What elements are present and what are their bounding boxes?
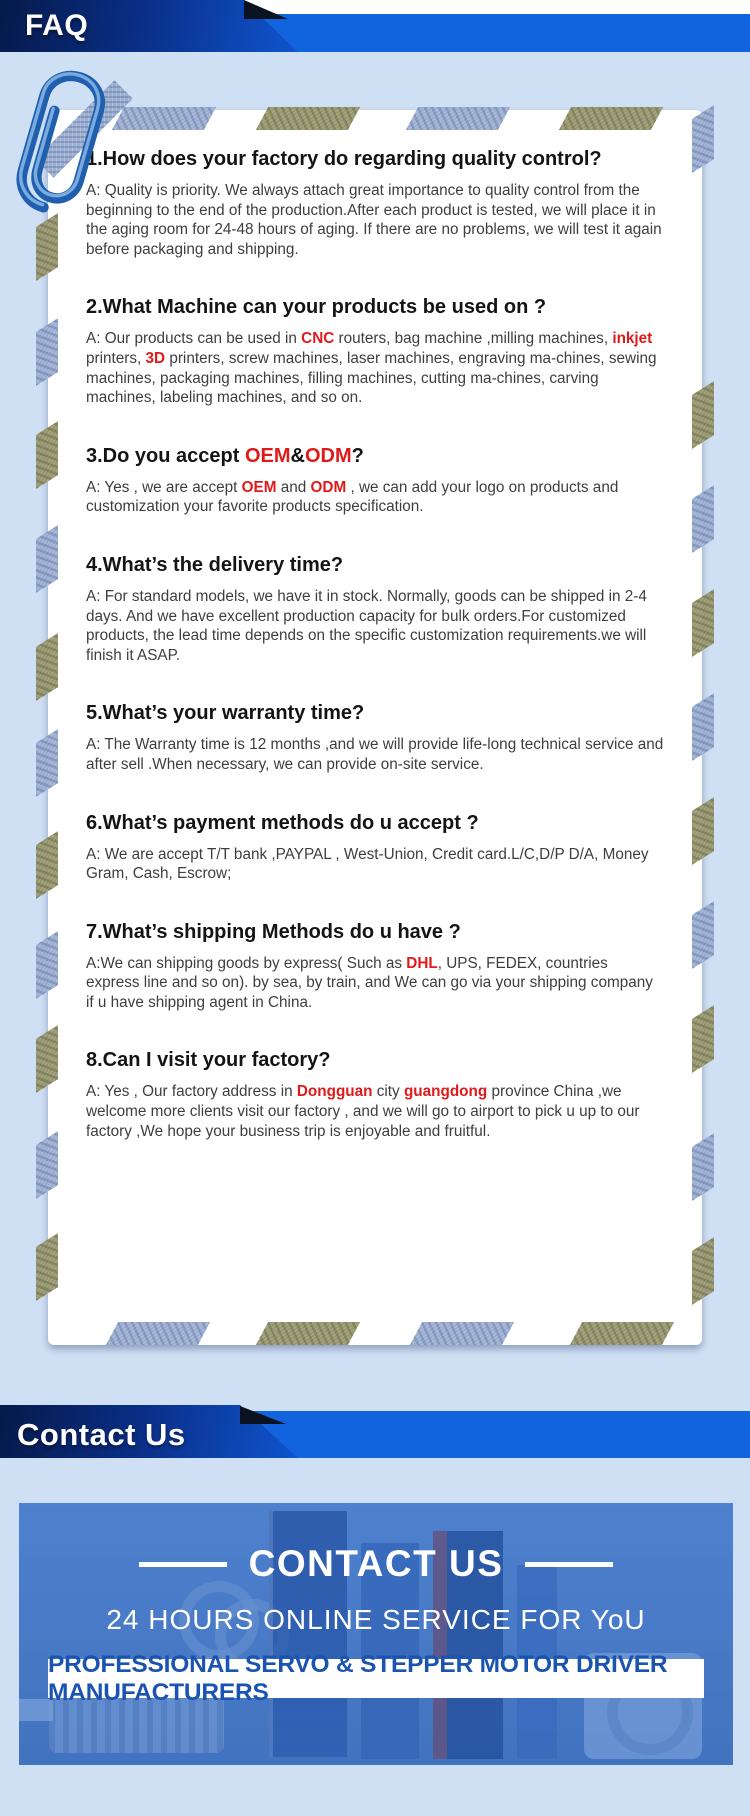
faq-item	[86, 810, 664, 884]
highlighted-keyword: guangdong	[403, 1083, 488, 1101]
faq-question: 1.How does your factory do regarding quality control?	[86, 148, 602, 170]
dash-line	[525, 1562, 613, 1567]
faq-answer: A: Yes , Our factory address in Dongguan city guangdong province China ,we welcome more clients visit our factory , and we will go to airport to pick u up to our factory ,We hope your business trip is enjoyable and fruitful.	[86, 1083, 640, 1140]
contact-section-title: Contact Us	[17, 1417, 186, 1452]
highlighted-keyword: CNC	[301, 330, 335, 348]
faq-card	[48, 110, 702, 1345]
tape-strip	[692, 1237, 714, 1305]
banner-strip-text: PROFESSIONAL SERVO & STEPPER MOTOR DRIVER MANUFACTURERS	[48, 1650, 668, 1706]
contact-banner	[19, 1503, 733, 1765]
banner-subtitle: 24 HOURS ONLINE SERVICE FOR YoU	[106, 1604, 646, 1635]
tape-strip	[256, 1322, 360, 1345]
faq-answer: A: We are accept T/T bank ,PAYPAL , West-Union, Credit card.L/C,D/P D/A, Money Gram, Cash, Escrow;	[86, 845, 649, 883]
faq-answer: A: Quality is priority. We always attach great importance to quality control from the beginning to the end of the production.After each product is tested, we will place it in the aging room for 24-48 hours of aging. If there are no problems, we will test it again before packaging and shipping.	[86, 182, 662, 258]
faq-question: 4.What’s the delivery time?	[86, 553, 344, 576]
tape-strip	[112, 107, 216, 130]
tape-strip	[692, 693, 714, 761]
highlighted-keyword: Dongguan	[296, 1083, 373, 1101]
tape-strip	[410, 1322, 514, 1345]
tape-strip	[692, 1005, 714, 1073]
tape-strip	[406, 107, 510, 130]
tape-strip	[692, 589, 714, 657]
dash-line	[139, 1562, 227, 1567]
faq-question: 3.Do you accept OEM&ODM?	[86, 444, 364, 467]
faq-item	[86, 1047, 664, 1141]
faq-answer: A: The Warranty time is 12 months ,and we will provide life-long technical service and after sell .When necessary, we can provide on-site service.	[86, 736, 664, 773]
faq-item	[86, 700, 664, 774]
faq-item	[86, 552, 664, 665]
faq-question: 5.What’s your warranty time?	[86, 702, 365, 725]
faq-question: 2.What Machine can your products be used on ?	[86, 296, 547, 319]
highlighted-keyword: ODM	[310, 478, 347, 496]
faq-question: 7.What’s shipping Methods do u have ?	[86, 920, 461, 943]
tape-strip	[256, 107, 360, 130]
highlighted-keyword: OEM	[241, 478, 277, 496]
highlighted-keyword: DHL	[406, 954, 438, 972]
faq-answer: A: Yes , we are accept OEM and ODM , we can add your logo on products and customization your favorite products specification.	[86, 478, 619, 516]
tape-strip	[692, 105, 714, 173]
header-fold-shadow	[244, 0, 288, 19]
faq-answer: A: For standard models, we have it in stock. Normally, goods can be shipped in 2-4 days. And we have excellent production capacity for bulk orders.For customized products, the lead time depends on the specific customization requirements.we will finish it ASAP.	[86, 587, 647, 664]
highlighted-keyword: 3D	[145, 349, 166, 367]
faq-section-header	[0, 0, 750, 52]
highlighted-keyword: OEM	[244, 444, 291, 467]
faq-item	[86, 146, 664, 259]
faq-question: 6.What’s payment methods do u accept ?	[86, 811, 479, 834]
banner-title: CONTACT US	[248, 1543, 504, 1584]
tape-strip	[570, 1322, 674, 1345]
tape-strip	[692, 797, 714, 865]
tape-strip	[692, 381, 714, 449]
banner-title-row	[19, 1543, 733, 1585]
faq-answer: A: Our products can be used in CNC routers, bag machine ,milling machines, inkjet printers, 3D printers, screw machines, laser machines, engraving ma-chines, sewing machines, packaging machines, filling machines, cutting ma-chines, carving machines, labeling machines, and so on.	[86, 330, 657, 407]
tape-strip	[692, 901, 714, 969]
faq-section-title: FAQ	[25, 9, 89, 42]
tape-strip	[559, 107, 663, 130]
faq-item	[86, 443, 664, 517]
banner-strip	[48, 1650, 704, 1706]
highlighted-keyword: inkjet	[612, 330, 653, 348]
faq-item	[86, 294, 664, 407]
tape-strip	[692, 1133, 714, 1201]
highlighted-keyword: ODM	[304, 444, 352, 467]
faq-item	[86, 919, 664, 1013]
tape-strip	[692, 485, 714, 553]
tape-strip	[106, 1322, 210, 1345]
faq-question: 8.Can I visit your factory?	[86, 1049, 331, 1072]
contact-section-header	[0, 1405, 750, 1458]
faq-answer: A:We can shipping goods by express( Such as DHL, UPS, FEDEX, countries express line and so on). by sea, by train, and We can go via your shipping company if u have shipping agent in China.	[86, 954, 653, 1011]
